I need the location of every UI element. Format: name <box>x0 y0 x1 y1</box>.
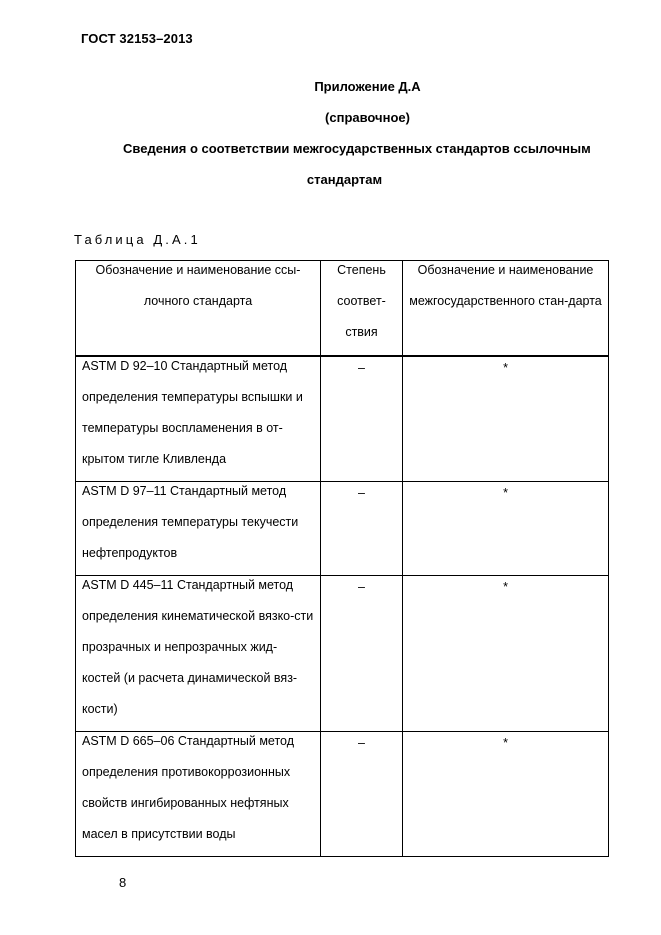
degree-text: – <box>358 736 365 750</box>
column-header-reference <box>76 261 321 357</box>
interstate-cell <box>403 576 609 732</box>
table-row <box>76 356 609 482</box>
table-row <box>76 482 609 576</box>
degree-cell <box>321 576 403 732</box>
degree-cell <box>321 356 403 482</box>
degree-cell <box>321 732 403 857</box>
column-header-degree <box>321 261 403 357</box>
interstate-text: * <box>503 361 508 375</box>
document-code: ГОСТ 32153–2013 <box>81 31 193 46</box>
reference-text: ASTM D 97–11 Стандартный метод определения температуры текучести нефтепродуктов <box>82 484 299 560</box>
interstate-cell <box>403 482 609 576</box>
appendix-kind: (справочное) <box>325 110 410 125</box>
column-header-interstate-label: Обозначение и наименование межгосударственного стан-дарта <box>409 263 602 308</box>
reference-cell <box>76 732 321 857</box>
degree-text: – <box>358 486 365 500</box>
reference-text: ASTM D 445–11 Стандартный метод определения кинематической вязко-сти прозрачных и непрозрачных жид-костей (и расчета динамической вяз-кости) <box>82 578 314 716</box>
appendix-description-line-2: стандартам <box>306 172 383 187</box>
reference-cell <box>76 356 321 482</box>
page-number: 8 <box>119 875 127 890</box>
interstate-cell <box>403 732 609 857</box>
standards-table <box>75 260 609 857</box>
column-header-reference-label: Обозначение и наименование ссы-лочного стандарта <box>95 263 301 308</box>
appendix-description-line-1: Сведения о соответствии межгосударственных стандартов ссылочным <box>123 141 591 156</box>
reference-cell <box>76 576 321 732</box>
table-caption: Таблица Д.А.1 <box>74 232 201 247</box>
table-header-row <box>76 261 609 357</box>
interstate-text: * <box>503 736 508 750</box>
table-row <box>76 732 609 857</box>
table-row <box>76 576 609 732</box>
column-header-degree-label: Степень соответ-ствия <box>337 263 386 339</box>
interstate-text: * <box>503 486 508 500</box>
reference-text: ASTM D 665–06 Стандартный метод определения противокоррозионных свойств ингибированных нефтяных масел в присутствии воды <box>82 734 295 841</box>
degree-cell <box>321 482 403 576</box>
column-header-interstate <box>403 261 609 357</box>
degree-text: – <box>358 361 365 375</box>
degree-text: – <box>358 580 365 594</box>
reference-text: ASTM D 92–10 Стандартный метод определения температуры вспышки и температуры воспламенения в от-крытом тигле Кливленда <box>82 359 303 466</box>
reference-cell <box>76 482 321 576</box>
interstate-cell <box>403 356 609 482</box>
appendix-title: Приложение Д.А <box>314 79 421 94</box>
interstate-text: * <box>503 580 508 594</box>
